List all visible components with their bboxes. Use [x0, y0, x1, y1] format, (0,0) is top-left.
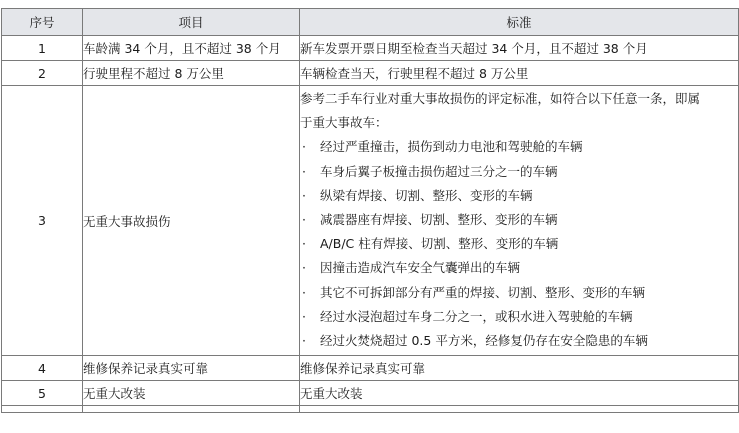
table-row — [2, 36, 739, 61]
bullet-item — [300, 184, 738, 208]
row-number: 4 — [2, 356, 83, 381]
criteria-table — [1, 8, 739, 413]
bullet-text: 经过严重撞击，损伤到动力电池和驾驶舱的车辆 — [320, 139, 583, 155]
row-number: 3 — [2, 86, 83, 356]
bullet-item — [300, 232, 738, 256]
bullet-item — [300, 160, 738, 184]
bullet-text: A/B/C 柱有焊接、切割、整形、变形的车辆 — [320, 236, 559, 252]
row-standard: 无重大改装 — [300, 381, 739, 406]
row-number: 5 — [2, 381, 83, 406]
bullet-text: 车身后翼子板撞击损伤超过三分之一的车辆 — [320, 163, 558, 179]
row-item: 行驶里程不超过 8 万公里 — [83, 61, 300, 86]
empty-cell — [83, 406, 300, 413]
bullet-dot: · — [302, 332, 306, 348]
standard-intro: 于重大事故车： — [300, 115, 388, 131]
bullet-item — [300, 256, 738, 280]
bullet-dot: · — [302, 308, 306, 324]
table-row-cutoff — [2, 406, 739, 413]
row-number: 1 — [2, 36, 83, 61]
bullet-dot: · — [302, 139, 306, 155]
bullet-text: 经过火焚烧超过 0.5 平方米，经修复仍存在安全隐患的车辆 — [320, 332, 648, 348]
table-row — [2, 86, 739, 356]
row-standard: 新车发票开票日期至检查当天超过 34 个月，且不超过 38 个月 — [300, 36, 739, 61]
bullet-item — [300, 329, 738, 353]
header-row — [2, 9, 739, 36]
bullet-item — [300, 281, 738, 305]
table-row — [2, 356, 739, 381]
row-item: 无重大事故损伤 — [83, 86, 300, 356]
row-item: 维修保养记录真实可靠 — [83, 356, 300, 381]
row-item: 车龄满 34 个月，且不超过 38 个月 — [83, 36, 300, 61]
bullet-text: 因撞击造成汽车安全气囊弹出的车辆 — [320, 260, 521, 276]
bullet-text: 纵梁有焊接、切割、整形、变形的车辆 — [320, 187, 533, 203]
bullet-text: 减震器座有焊接、切割、整形、变形的车辆 — [320, 211, 558, 227]
bullet-dot: · — [302, 260, 306, 276]
bullet-item — [300, 135, 738, 159]
bullet-dot: · — [302, 211, 306, 227]
header-standard: 标准 — [300, 9, 739, 36]
bullet-dot: · — [302, 187, 306, 203]
bullet-text: 经过水浸泡超过车身二分之一，或积水进入驾驶舱的车辆 — [320, 308, 633, 324]
row-standard: 车辆检查当天，行驶里程不超过 8 万公里 — [300, 61, 739, 86]
empty-cell — [300, 406, 739, 413]
header-number: 序号 — [2, 9, 83, 36]
bullet-item — [300, 208, 738, 232]
standard-list — [300, 86, 738, 355]
table-row — [2, 61, 739, 86]
row-item: 无重大改装 — [83, 381, 300, 406]
table-row — [2, 381, 739, 406]
empty-cell — [2, 406, 83, 413]
bullet-dot: · — [302, 236, 306, 252]
bullet-item — [300, 305, 738, 329]
row-standard — [300, 86, 739, 356]
row-number: 2 — [2, 61, 83, 86]
bullet-dot: · — [302, 163, 306, 179]
standard-intro: 参考二手车行业对重大事故损伤的评定标准，如符合以下任意一条，即属 — [300, 91, 701, 106]
row-standard: 维修保养记录真实可靠 — [300, 356, 739, 381]
bullet-dot: · — [302, 284, 306, 300]
header-item: 项目 — [83, 9, 300, 36]
bullet-text: 其它不可拆卸部分有严重的焊接、切割、整形、变形的车辆 — [320, 284, 646, 300]
